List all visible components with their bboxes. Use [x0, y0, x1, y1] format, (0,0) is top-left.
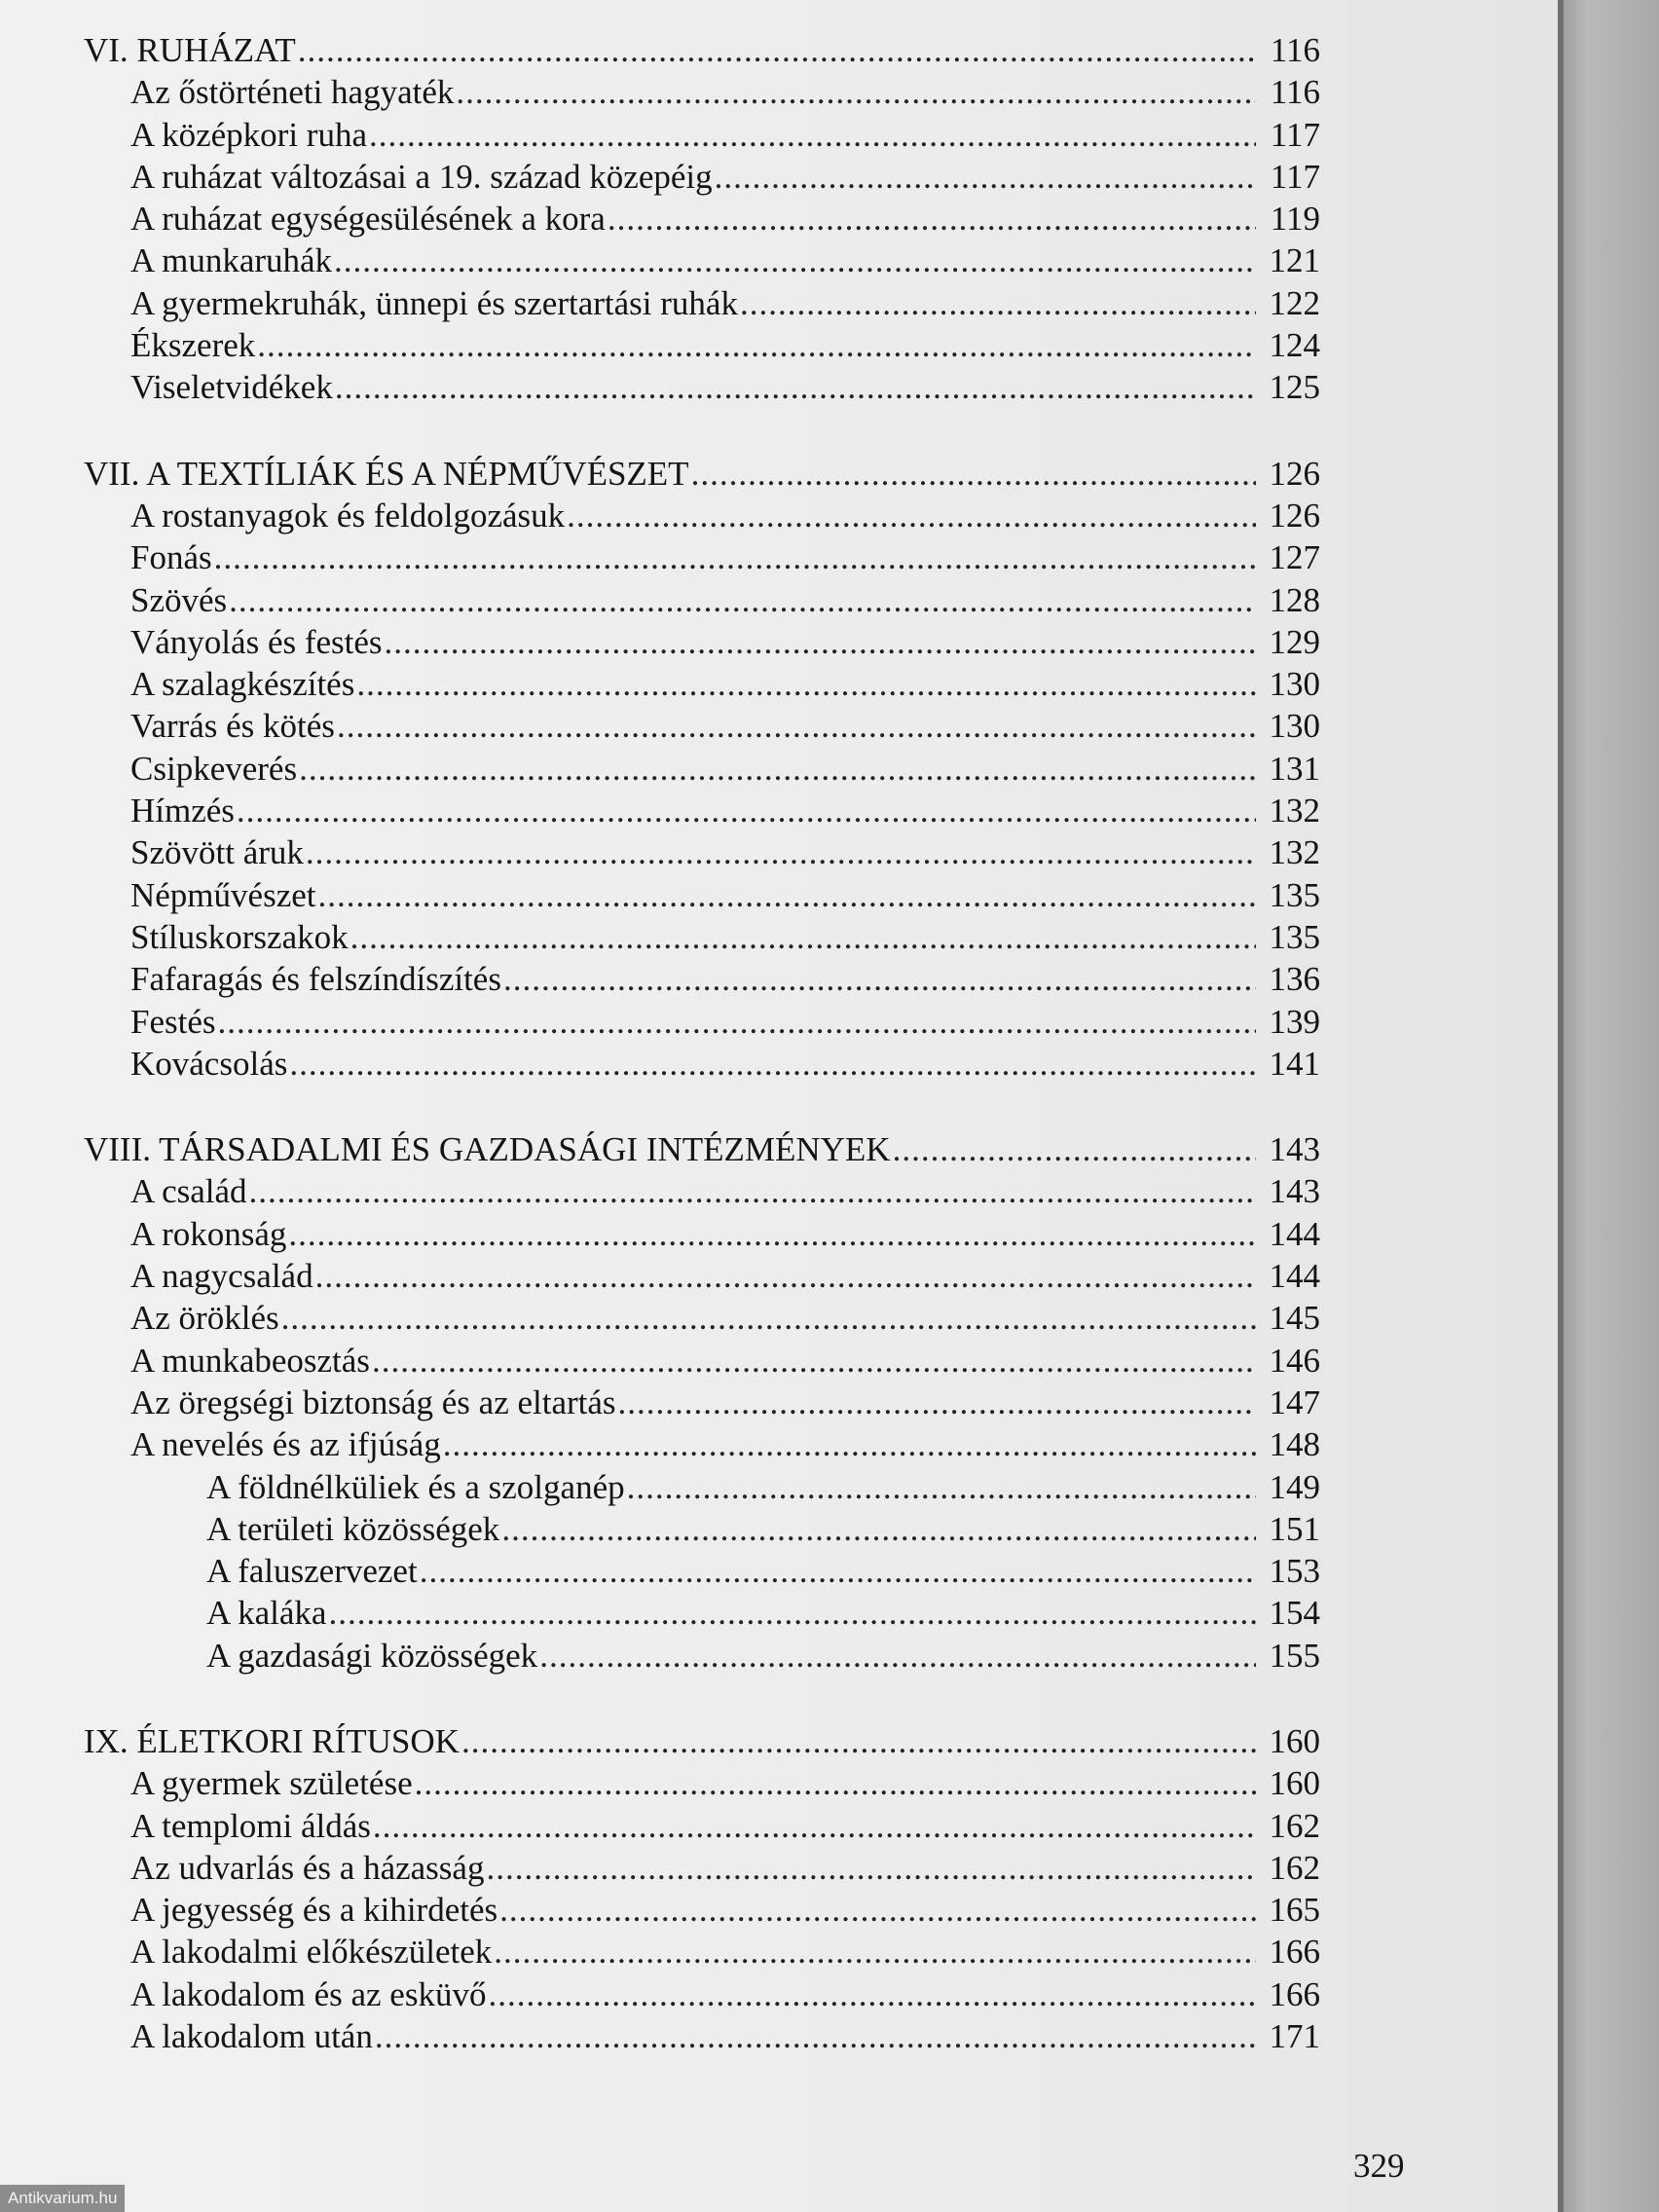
dot-leader — [494, 1931, 1256, 1972]
entry-page: 171 — [1269, 2017, 1320, 2056]
page-number: 329 — [1353, 2147, 1405, 2185]
entry-title: A lakodalmi előkészületek — [130, 1933, 493, 1972]
dot-leader — [488, 1973, 1256, 2015]
entry-title: A szalagkészítés — [130, 665, 355, 704]
toc-entry — [84, 1805, 1320, 1847]
dot-leader — [350, 916, 1256, 958]
entry-page: 146 — [1269, 1341, 1320, 1380]
entry-page: 117 — [1270, 115, 1320, 154]
entry-title: A nevelés és az ifjúság — [130, 1425, 441, 1464]
entry-title: Szövött áruk — [130, 833, 304, 872]
toc-entry — [84, 1382, 1320, 1423]
entry-title: Varrás és kötés — [130, 707, 335, 746]
toc-entry — [84, 1847, 1320, 1889]
entry-page: 121 — [1269, 241, 1320, 280]
toc-entry — [84, 1001, 1320, 1043]
dot-leader — [237, 790, 1256, 831]
entry-page: 165 — [1269, 1891, 1320, 1930]
entry-page: 127 — [1269, 538, 1320, 577]
toc-entry — [84, 114, 1320, 156]
entry-title: VII. A TEXTÍLIÁK ÉS A NÉPMŰVÉSZET — [84, 454, 689, 493]
entry-page: 136 — [1269, 960, 1320, 999]
toc-section — [84, 1720, 1320, 2057]
entry-title: A gyermekruhák, ünnepi és szertartási ruhák — [130, 283, 738, 322]
dot-leader — [317, 874, 1256, 916]
entry-page: 145 — [1269, 1299, 1320, 1338]
dot-leader — [218, 1001, 1257, 1043]
entry-title: A ruházat egységesülésének a kora — [130, 200, 606, 239]
dot-leader — [356, 663, 1256, 705]
entry-page: 160 — [1269, 1764, 1320, 1803]
toc-entry — [84, 1466, 1320, 1508]
entry-title: A középkori ruha — [130, 115, 367, 154]
toc-entry — [84, 366, 1320, 408]
entry-title: Szövés — [130, 580, 228, 619]
toc-chapter-heading — [84, 29, 1320, 71]
entry-title: Az öröklés — [130, 1299, 279, 1338]
entry-title: A munkabeosztás — [130, 1341, 370, 1380]
entry-page: 148 — [1269, 1425, 1320, 1464]
book-edge — [1558, 0, 1659, 2212]
toc-entry — [84, 1592, 1320, 1634]
entry-title: A kaláka — [206, 1594, 327, 1633]
entry-page: 144 — [1269, 1257, 1320, 1296]
dot-leader — [608, 198, 1256, 240]
entry-page: 154 — [1269, 1594, 1320, 1633]
toc-entry — [84, 1423, 1320, 1465]
entry-page: 130 — [1269, 665, 1320, 704]
entry-title: VIII. TÁRSADALMI ÉS GAZDASÁGI INTÉZMÉNYEK — [84, 1130, 891, 1169]
dot-leader — [443, 1423, 1256, 1465]
entry-title: A munkaruhák — [130, 241, 333, 280]
entry-page: 141 — [1269, 1044, 1320, 1083]
dot-leader — [373, 1805, 1256, 1847]
dot-leader — [281, 1297, 1256, 1339]
entry-title: A faluszervezet — [206, 1552, 418, 1591]
dot-leader — [715, 156, 1256, 198]
toc-chapter-heading — [84, 1720, 1320, 1762]
toc-entry — [84, 1340, 1320, 1382]
entry-page: 124 — [1269, 326, 1320, 365]
entry-page: 166 — [1269, 1974, 1320, 2013]
toc-entry — [84, 1973, 1320, 2015]
entry-page: 119 — [1270, 200, 1320, 239]
toc-entry — [84, 874, 1320, 916]
dot-leader — [385, 621, 1256, 663]
entry-title: A család — [130, 1172, 247, 1211]
entry-page: 162 — [1269, 1806, 1320, 1845]
toc-chapter-heading — [84, 1128, 1320, 1170]
entry-page: 155 — [1269, 1636, 1320, 1675]
entry-page: 129 — [1269, 622, 1320, 661]
entry-page: 126 — [1269, 496, 1320, 535]
entry-title: A lakodalom után — [130, 2017, 373, 2056]
toc-entry — [84, 1170, 1320, 1212]
dot-leader — [328, 1592, 1256, 1634]
entry-page: 143 — [1269, 1172, 1320, 1211]
toc-entry — [84, 1043, 1320, 1085]
entry-page: 135 — [1269, 917, 1320, 956]
dot-leader — [214, 536, 1256, 578]
dot-leader — [257, 324, 1256, 366]
entry-page: 117 — [1270, 157, 1320, 196]
watermark: Antikvarium.hu — [0, 2185, 125, 2212]
toc-entry — [84, 958, 1320, 1000]
entry-title: Hímzés — [130, 792, 235, 830]
toc-entry — [84, 1931, 1320, 1972]
toc-entry — [84, 831, 1320, 873]
dot-leader — [335, 366, 1256, 408]
entry-page: 153 — [1269, 1552, 1320, 1591]
toc-entry — [84, 240, 1320, 281]
dot-leader — [627, 1466, 1256, 1508]
entry-page: 116 — [1270, 73, 1320, 112]
dot-leader — [691, 453, 1256, 495]
entry-title: Ványolás és festés — [130, 622, 383, 661]
toc-entry — [84, 790, 1320, 831]
entry-title: A rokonság — [130, 1214, 287, 1253]
entry-title: VI. RUHÁZAT — [84, 31, 296, 69]
toc-entry — [84, 324, 1320, 366]
dot-leader — [334, 240, 1256, 281]
dot-leader — [618, 1382, 1256, 1423]
entry-title: Az udvarlás és a házasság — [130, 1848, 485, 1887]
dot-leader — [486, 1847, 1256, 1889]
entry-page: 122 — [1269, 283, 1320, 322]
dot-leader — [501, 1508, 1256, 1550]
dot-leader — [415, 1762, 1256, 1804]
entry-title: A gazdasági közösségek — [206, 1636, 538, 1675]
toc-entry — [84, 748, 1320, 790]
entry-title: Kovácsolás — [130, 1044, 288, 1083]
entry-title: Fafaragás és felszíndíszítés — [130, 960, 501, 999]
toc-entry — [84, 1255, 1320, 1297]
entry-page: 116 — [1270, 31, 1320, 69]
entry-title: Az őstörténeti hagyaték — [130, 73, 455, 112]
entry-page: 131 — [1269, 749, 1320, 788]
entry-page: 125 — [1269, 368, 1320, 407]
entry-page: 151 — [1269, 1509, 1320, 1548]
entry-page: 130 — [1269, 707, 1320, 746]
toc-entry — [84, 71, 1320, 113]
entry-title: A jegyesség és a kihirdetés — [130, 1891, 498, 1930]
entry-page: 128 — [1269, 580, 1320, 619]
toc-entry — [84, 198, 1320, 240]
dot-leader — [337, 705, 1256, 747]
entry-title: A nagycsalád — [130, 1257, 313, 1296]
toc-entry — [84, 1635, 1320, 1677]
entry-title: A ruházat változásai a 19. század közepéig — [130, 157, 713, 196]
toc-entry — [84, 916, 1320, 958]
dot-leader — [503, 958, 1256, 1000]
dot-leader — [299, 748, 1256, 790]
entry-title: Népművészet — [130, 875, 316, 914]
toc-entry — [84, 579, 1320, 621]
dot-leader — [461, 1720, 1256, 1762]
entry-page: 162 — [1269, 1848, 1320, 1887]
toc-entry — [84, 1762, 1320, 1804]
entry-title: A területi közösségek — [206, 1509, 500, 1548]
entry-page: 126 — [1269, 454, 1320, 493]
entry-page: 144 — [1269, 1214, 1320, 1253]
entry-page: 132 — [1269, 792, 1320, 830]
entry-title: A lakodalom és az esküvő — [130, 1974, 487, 2013]
entry-title: A templomi áldás — [130, 1806, 371, 1845]
entry-title: Viseletvidékek — [130, 368, 333, 407]
dot-leader — [893, 1128, 1256, 1170]
entry-page: 166 — [1269, 1933, 1320, 1972]
toc-entry — [84, 495, 1320, 536]
toc-entry — [84, 282, 1320, 324]
dot-leader — [456, 71, 1256, 113]
dot-leader — [249, 1170, 1256, 1212]
entry-page: 147 — [1269, 1382, 1320, 1421]
dot-leader — [315, 1255, 1256, 1297]
entry-page: 149 — [1269, 1467, 1320, 1506]
dot-leader — [298, 29, 1256, 71]
entry-page: 132 — [1269, 833, 1320, 872]
entry-title: Csipkeverés — [130, 749, 298, 788]
dot-leader — [288, 1213, 1256, 1255]
toc-entry — [84, 1213, 1320, 1255]
entry-title: A földnélküliek és a szolganép — [206, 1467, 625, 1506]
toc-section — [84, 1128, 1320, 1677]
dot-leader — [567, 495, 1256, 536]
toc-entry — [84, 1508, 1320, 1550]
toc-entry — [84, 1550, 1320, 1592]
entry-title: A gyermek születése — [130, 1764, 413, 1803]
entry-page: 160 — [1269, 1721, 1320, 1760]
toc-section — [84, 453, 1320, 1085]
entry-title: Stíluskorszakok — [130, 917, 349, 956]
dot-leader — [740, 282, 1256, 324]
toc-chapter-heading — [84, 453, 1320, 495]
toc-entry — [84, 536, 1320, 578]
dot-leader — [229, 579, 1256, 621]
dot-leader — [372, 1340, 1256, 1382]
toc-entry — [84, 156, 1320, 198]
toc-entry — [84, 1889, 1320, 1931]
entry-title: Fonás — [130, 538, 212, 577]
entry-title: IX. ÉLETKORI RÍTUSOK — [84, 1721, 460, 1760]
dot-leader — [499, 1889, 1256, 1931]
entry-page: 135 — [1269, 875, 1320, 914]
toc-entry — [84, 2015, 1320, 2057]
toc-entry — [84, 663, 1320, 705]
dot-leader — [369, 114, 1256, 156]
entry-title: Festés — [130, 1002, 216, 1041]
dot-leader — [375, 2015, 1256, 2057]
toc-section — [84, 29, 1320, 409]
dot-leader — [289, 1043, 1256, 1085]
entry-title: A rostanyagok és feldolgozásuk — [130, 496, 566, 535]
dot-leader — [539, 1635, 1256, 1677]
entry-title: Az öregségi biztonság és az eltartás — [130, 1382, 616, 1421]
dot-leader — [306, 831, 1256, 873]
table-of-contents — [84, 29, 1320, 2101]
entry-title: Ékszerek — [130, 326, 256, 365]
toc-entry — [84, 621, 1320, 663]
dot-leader — [420, 1550, 1256, 1592]
entry-page: 143 — [1269, 1130, 1320, 1169]
toc-entry — [84, 705, 1320, 747]
entry-page: 139 — [1269, 1002, 1320, 1041]
toc-entry — [84, 1297, 1320, 1339]
